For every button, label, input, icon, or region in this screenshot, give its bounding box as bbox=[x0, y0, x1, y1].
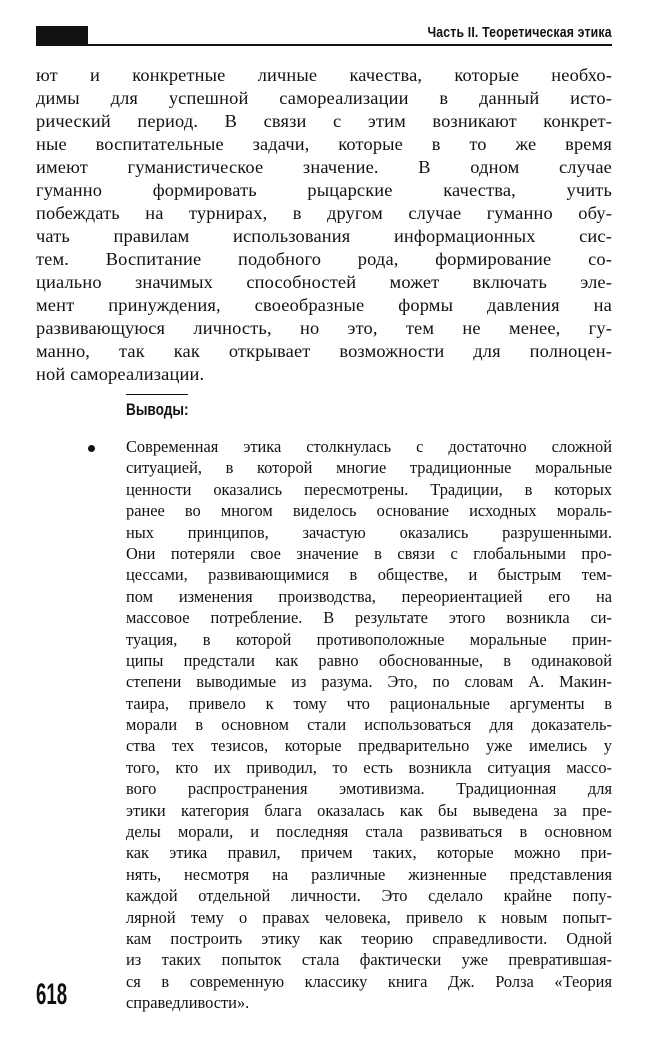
conclusion-line: каждой отдельной личности. Это сделало крайне попу- bbox=[126, 886, 612, 906]
conclusion-line: Современная этика столкнулась с достаточно сложной bbox=[126, 437, 612, 456]
running-header-title: Часть II. Теоретическая этика bbox=[427, 24, 612, 41]
conclusion-line: массовое потребление. В результате этого возникла си- bbox=[126, 608, 612, 628]
conclusion-line: ситуацией, в которой многие традиционные моральные bbox=[126, 458, 612, 478]
body-line: побеждать на турнирах, в другом случае гуманно обу- bbox=[36, 203, 612, 223]
body-line: мент принуждения, своеобразные формы давления на bbox=[36, 295, 612, 315]
conclusion-line: того, кто их приводил, то есть возникла ситуация массо- bbox=[126, 757, 612, 777]
conclusion-line: лярной тему о правах человека, привело к новым попыт- bbox=[126, 907, 612, 927]
conclusion-line: степени выводимые из разума. Это, по словам А. Макин- bbox=[126, 672, 612, 692]
conclusion-line: нять, несмотря на различные жизненные представления bbox=[126, 864, 612, 884]
body-line: манно, так как открывает возможности для полноцен- bbox=[36, 341, 612, 361]
body-paragraph bbox=[36, 64, 612, 386]
body-line: имеют гуманистическое значение. В одном случае bbox=[36, 157, 612, 177]
conclusion-line: пом изменения производства, переориентацией его на bbox=[126, 586, 612, 606]
conclusion-line: делы морали, и последняя стала развиваться в основном bbox=[126, 822, 612, 842]
body-line: тем. Воспитание подобного рода, формирование со- bbox=[36, 249, 612, 269]
conclusion-paragraph bbox=[126, 436, 612, 1014]
conclusion-line: как этика правил, причем таких, которые можно при- bbox=[126, 843, 612, 863]
conclusion-line: ных принципов, зачастую оказались разрушенными. bbox=[126, 522, 612, 542]
header-black-bar bbox=[36, 26, 88, 46]
body-line: развивающуюся личность, но это, тем не менее, гу- bbox=[36, 318, 612, 338]
conclusion-line: Они потеряли свое значение в связи с глобальными про- bbox=[126, 543, 612, 563]
conclusion-line: из таких попыток стала фактически уже превратившая- bbox=[126, 950, 612, 970]
conclusion-line: ся в современную классику книга Дж. Ролза «Теория bbox=[126, 971, 612, 991]
conclusion-line: морали в основном стали использоваться для доказатель- bbox=[126, 715, 612, 735]
body-line: ные воспитательные задачи, которые в то же время bbox=[36, 134, 612, 154]
body-line: ют и конкретные личные качества, которые необхо- bbox=[36, 65, 612, 85]
body-line: димы для успешной самореализации в данный исто- bbox=[36, 88, 612, 108]
conclusion-line: этики категория блага оказалась как бы выведена за пре- bbox=[126, 800, 612, 820]
header-rule bbox=[36, 44, 612, 46]
body-line: чать правилам использования информационных сис- bbox=[36, 226, 612, 246]
body-line: ной самореализации. bbox=[36, 364, 205, 384]
body-line: циально значимых способностей может включать эле- bbox=[36, 272, 612, 292]
conclusion-line: вого распространения эмотивизма. Традиционная для bbox=[126, 779, 612, 799]
conclusion-line: ценности оказались пересмотрены. Традиции, в которых bbox=[126, 479, 612, 499]
conclusion-line: справедливости». bbox=[126, 993, 250, 1013]
conclusion-line: ранее во многом виделось основание исходных мораль- bbox=[126, 501, 612, 521]
conclusion-line: цессами, развивающимися в обществе, и быстрым тем- bbox=[126, 565, 612, 585]
bullet-icon bbox=[88, 445, 95, 452]
conclusion-line: ципы предстали как равно обоснованные, в одинаковой bbox=[126, 650, 612, 670]
conclusion-line: туация, в которой противоположные моральные прин- bbox=[126, 629, 612, 649]
conclusion-line: кам построить этику как теорию справедливости. Одной bbox=[126, 928, 612, 948]
conclusion-line: ства тех тезисов, которые предварительно уже имелись у bbox=[126, 736, 612, 756]
page-number: 618 bbox=[36, 978, 68, 1011]
conclusion-line: таира, привело к тому что рациональные аргументы в bbox=[126, 693, 612, 713]
section-rule bbox=[126, 394, 188, 395]
body-line: рический период. В связи с этим возникают конкрет- bbox=[36, 111, 612, 131]
section-title: Выводы: bbox=[126, 400, 189, 419]
body-line: гуманно формировать рыцарские качества, учить bbox=[36, 180, 612, 200]
